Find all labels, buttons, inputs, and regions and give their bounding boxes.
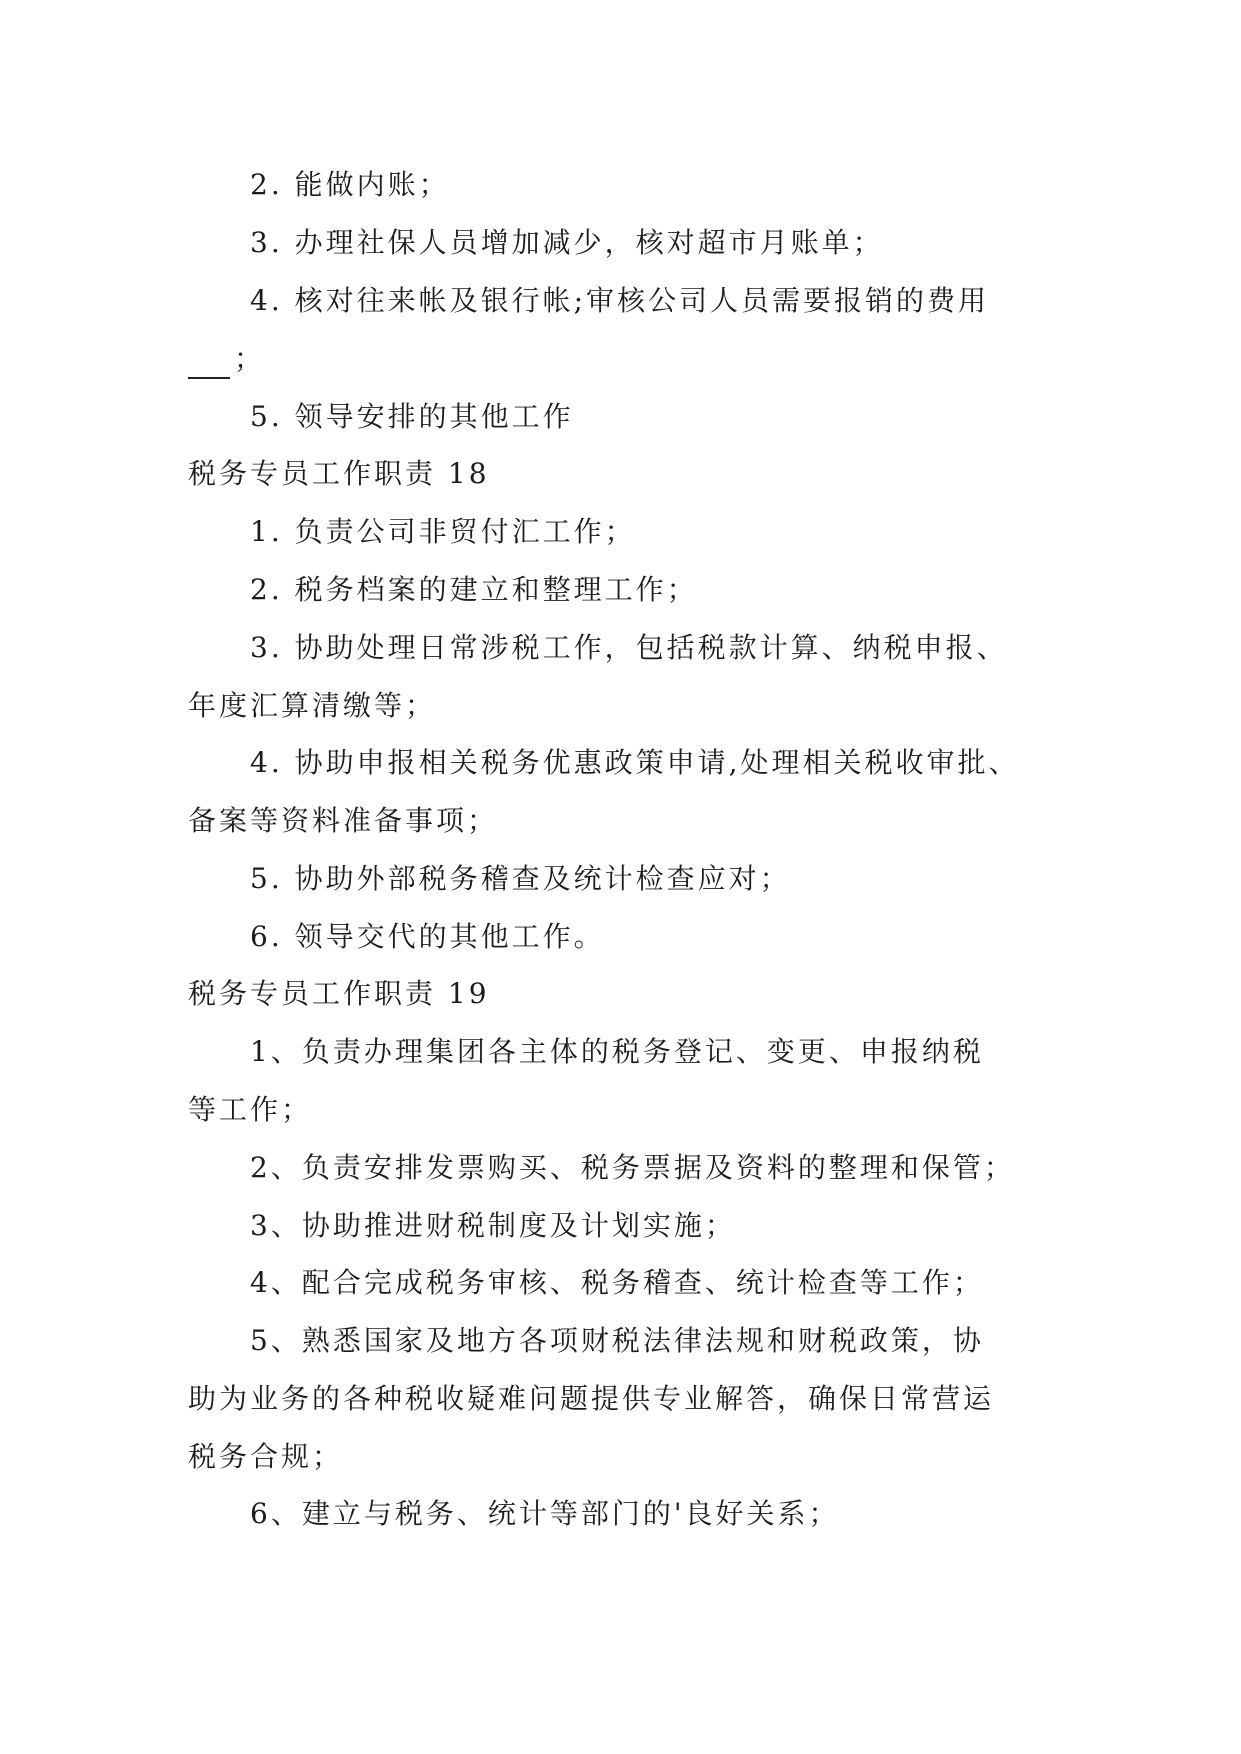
list-item-continuation-text: ； [234, 342, 266, 375]
list-item: 6、建立与税务、统计等部门的'良好关系； [250, 1497, 840, 1530]
list-item-continuation: 等工作； [188, 1093, 313, 1126]
list-item-continuation: 年度汇算清缴等； [188, 689, 437, 722]
list-item: 2、负责安排发票购买、税务票据及资料的整理和保管； [250, 1151, 1015, 1184]
list-item-continuation: 助为业务的各种税收疑难问题提供专业解答，确保日常营运 [188, 1382, 995, 1415]
section-heading: 税务专员工作职责 19 [188, 977, 490, 1010]
list-item: 6. 领导交代的其他工作。 [250, 920, 605, 953]
list-item: 5. 协助外部税务稽查及统计检查应对； [250, 862, 791, 895]
list-item: 4. 核对往来帐及银行帐;审核公司人员需要报销的费用 [250, 284, 990, 317]
list-item: 3. 协助处理日常涉税工作，包括税款计算、纳税申报、 [250, 631, 1008, 664]
list-item: 2. 能做内账； [250, 168, 450, 201]
list-item: 4. 协助申报相关税务优惠政策申请,处理相关税收审批、 [250, 746, 1020, 779]
list-item: 1、负责办理集团各主体的税务登记、变更、申报纳税 [250, 1035, 984, 1068]
section-heading: 税务专员工作职责 18 [188, 457, 490, 490]
blank-underline [188, 349, 230, 379]
list-item: 4、配合完成税务审核、税务稽查、统计检查等工作； [250, 1266, 984, 1299]
list-item-continuation: 税务合规； [188, 1440, 344, 1473]
list-item-continuation: 备案等资料准备事项； [188, 804, 499, 837]
list-item: 5、熟悉国家及地方各项财税法律法规和财税政策，协 [250, 1324, 984, 1357]
list-item: 3、协助推进财税制度及计划实施； [250, 1209, 736, 1242]
list-item: 2. 税务档案的建立和整理工作； [250, 573, 698, 606]
list-item: 3. 办理社保人员增加减少，核对超市月账单； [250, 226, 884, 259]
list-item: 1. 负责公司非贸付汇工作； [250, 515, 636, 548]
list-item: 5. 领导安排的其他工作 [250, 400, 574, 433]
list-item-continuation [188, 339, 265, 379]
